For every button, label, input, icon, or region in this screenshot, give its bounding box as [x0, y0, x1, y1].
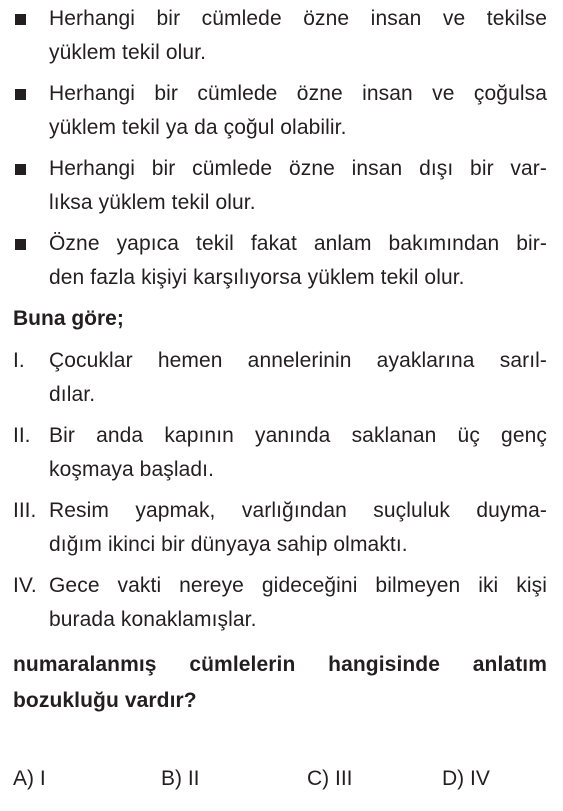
- rule-item: [13, 152, 547, 220]
- sentence-item: [13, 344, 547, 412]
- option-a[interactable]: A) I: [13, 767, 46, 790]
- rule-item: [13, 77, 547, 145]
- sentence-item: [13, 494, 547, 562]
- sentence-line: Çocuklar hemen annelerinin ayaklarına sarıl-: [49, 349, 547, 372]
- sentence-number: II.: [13, 424, 31, 447]
- rules-list: [13, 2, 547, 295]
- section-heading: Buna göre;: [13, 307, 124, 330]
- option-b[interactable]: B) II: [161, 767, 200, 790]
- rule-line: Özne yapıca tekil fakat anlam bakımından bir-: [49, 232, 547, 255]
- answer-options: [13, 762, 547, 796]
- rule-item: [13, 227, 547, 295]
- sentence-line: dılar.: [49, 383, 96, 406]
- numbered-sentences: [13, 344, 547, 637]
- sentence-line: koşmaya başladı.: [49, 458, 215, 481]
- rule-line: yüklem tekil olur.: [49, 41, 207, 64]
- sentence-number: I.: [13, 349, 25, 372]
- square-bullet-icon: [15, 89, 26, 100]
- option-d[interactable]: D) IV: [442, 767, 490, 790]
- rule-item: [13, 2, 547, 70]
- square-bullet-icon: [15, 164, 26, 175]
- rule-line: Herhangi bir cümlede özne insan ve çoğulsa: [49, 82, 547, 105]
- sentence-item: [13, 569, 547, 637]
- question-line: bozukluğu vardır?: [13, 689, 197, 712]
- rule-line: Herhangi bir cümlede özne insan dışı bir var-: [49, 157, 547, 180]
- sentence-line: burada konaklamışlar.: [49, 608, 257, 631]
- rule-line: den fazla kişiyi karşılıyorsa yüklem tekil olur.: [49, 266, 465, 289]
- sentence-number: IV.: [13, 574, 37, 597]
- square-bullet-icon: [15, 239, 26, 250]
- sentence-item: [13, 419, 547, 487]
- question-line: numaralanmış cümlelerin hangisinde anlatım: [13, 653, 547, 676]
- rule-line: Herhangi bir cümlede özne insan ve tekilse: [49, 7, 547, 30]
- rule-line: yüklem tekil ya da çoğul olabilir.: [49, 116, 347, 139]
- sentence-line: Bir anda kapının yanında saklanan üç genç: [49, 424, 547, 447]
- sentence-number: III.: [13, 499, 37, 522]
- sentence-line: Gece vakti nereye gideceğini bilmeyen iki kişi: [49, 574, 547, 597]
- question-stem: [13, 647, 547, 719]
- option-c[interactable]: C) III: [307, 767, 353, 790]
- square-bullet-icon: [15, 14, 26, 25]
- rule-line: lıksa yüklem tekil olur.: [49, 191, 256, 214]
- sentence-line: Resim yapmak, varlığından suçluluk duyma-: [49, 499, 547, 522]
- sentence-line: dığım ikinci bir dünyaya sahip olmaktı.: [49, 533, 408, 556]
